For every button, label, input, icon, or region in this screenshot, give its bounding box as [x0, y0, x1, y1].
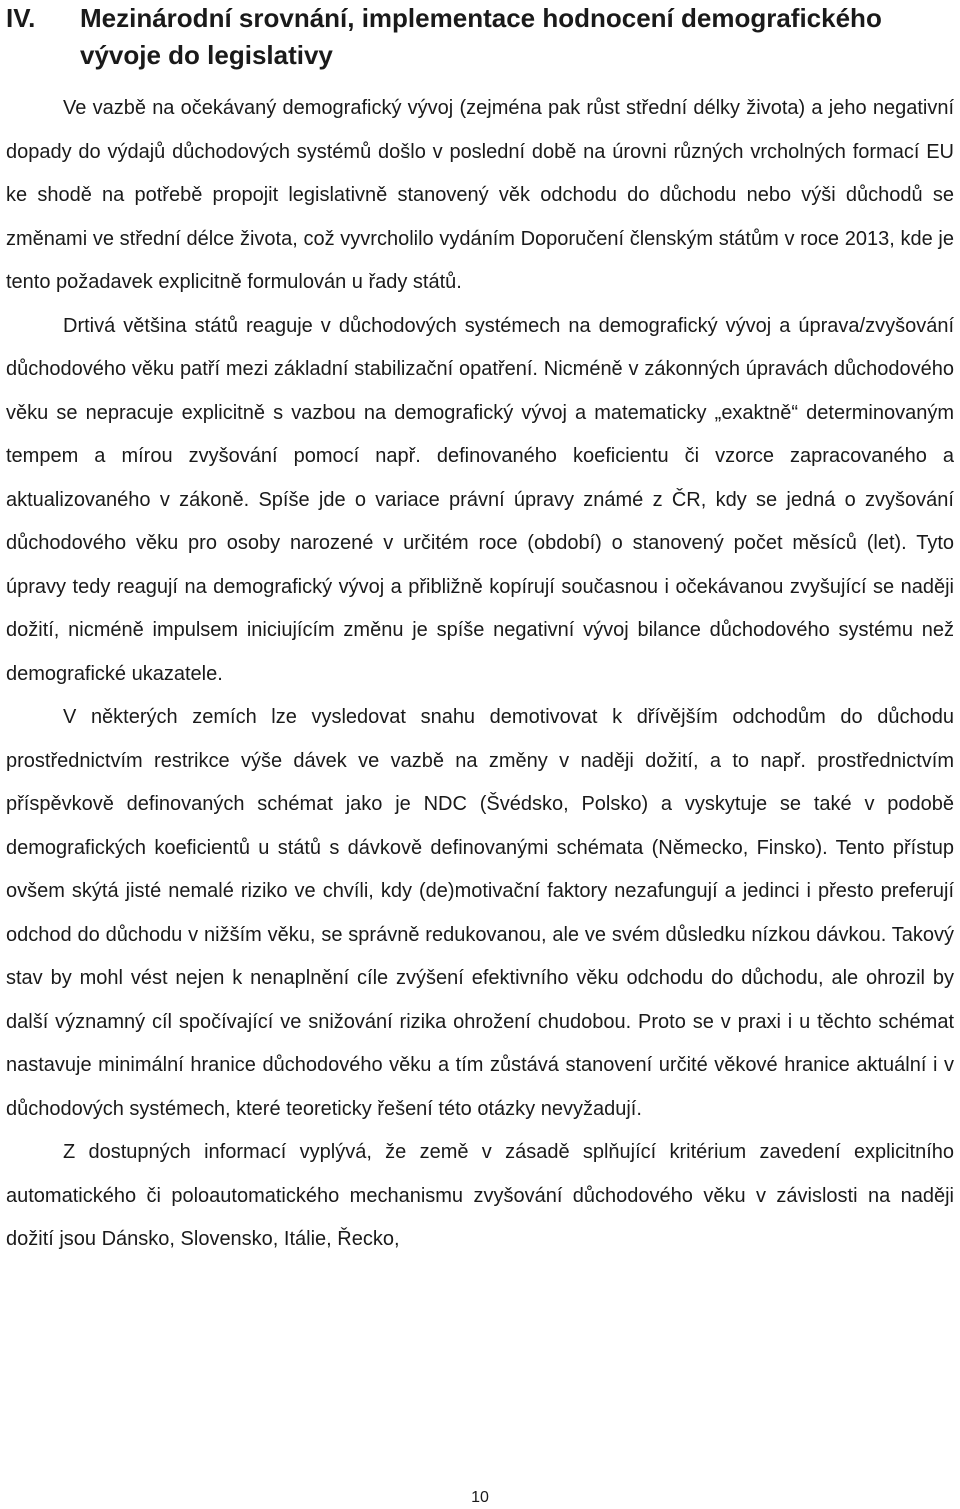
- body-text: [6, 87, 954, 1262]
- section-title: Mezinárodní srovnání, implementace hodnocení demografického vývoje do legislativy: [80, 3, 882, 70]
- paragraph: Ve vazbě na očekávaný demografický vývoj (zejména pak růst střední délky života) a jeho negativní dopady do výdajů důchodových systémů došlo v poslední době na úrovni různých vrcholných formací EU ke shodě na potřebě propojit legislativně stanovený věk odchodu do důchodu nebo výši důchodů se změnami ve střední délce života, což vyvrcholilo vydáním Doporučení členským státům v roce 2013, kde je tento požadavek explicitně formulován u řady států.: [6, 97, 954, 293]
- document-page: [6, 0, 954, 1262]
- section-heading: [6, 0, 954, 74]
- section-number: IV.: [6, 3, 36, 33]
- paragraph: V některých zemích lze vysledovat snahu demotivovat k dřívějším odchodům do důchodu prostřednictvím restrikce výše dávek ve vazbě na změny v naději dožití, a to např. prostřednictvím příspěvkově definovaných schémat jako je NDC (Švédsko, Polsko) a vyskytuje se také v podobě demografických koeficientů u států s dávkově definovanými schémata (Německo, Finsko). Tento přístup ovšem skýtá jisté nemalé riziko ve chvíli, kdy (de)motivační faktory nezafungují a jedinci i přesto preferují odchod do důchodu v nižším věku, se správně redukovanou, ale ve svém důsledku nízkou dávkou. Takový stav by mohl vést nejen k nenaplnění cíle zvýšení efektivního věku odchodu do důchodu, ale ohrozil by další významný cíl spočívající ve snižování rizika ohrožení chudobou. Proto se v praxi i u těchto schémat nastavuje minimální hranice důchodového věku a tím zůstává stanovení určité věkové hranice aktuální i v důchodových systémech, které teoreticky řešení této otázky nevyžadují.: [6, 706, 954, 1120]
- paragraph: Drtivá většina států reaguje v důchodových systémech na demografický vývoj a úprava/zvyšování důchodového věku patří mezi základní stabilizační opatření. Nicméně v zákonných úpravách důchodového věku se nepracuje explicitně s vazbou na demografický vývoj a matematicky „exaktně“ determinovaným tempem a mírou zvyšování pomocí např. definovaného koeficientu či vzorce zapracovaného a aktualizovaného v zákoně. Spíše jde o variace právní úpravy známé z ČR, kdy se jedná o zvyšování důchodového věku pro osoby narozené v určitém roce (období) o stanovený počet měsíců (let). Tyto úpravy tedy reagují na demografický vývoj a přibližně kopírují současnou i očekávanou zvyšující se naději dožití, nicméně impulsem iniciujícím změnu je spíše negativní vývoj bilance důchodového systému než demografické ukazatele.: [6, 314, 954, 685]
- page-number: 10: [471, 1489, 489, 1506]
- page-footer: [0, 1488, 960, 1508]
- paragraph: Z dostupných informací vyplývá, že země v zásadě splňující kritérium zavedení explicitního automatického či poloautomatického mechanismu zvyšování důchodového věku v závislosti na naději dožití jsou Dánsko, Slovensko, Itálie, Řecko,: [6, 1141, 954, 1250]
